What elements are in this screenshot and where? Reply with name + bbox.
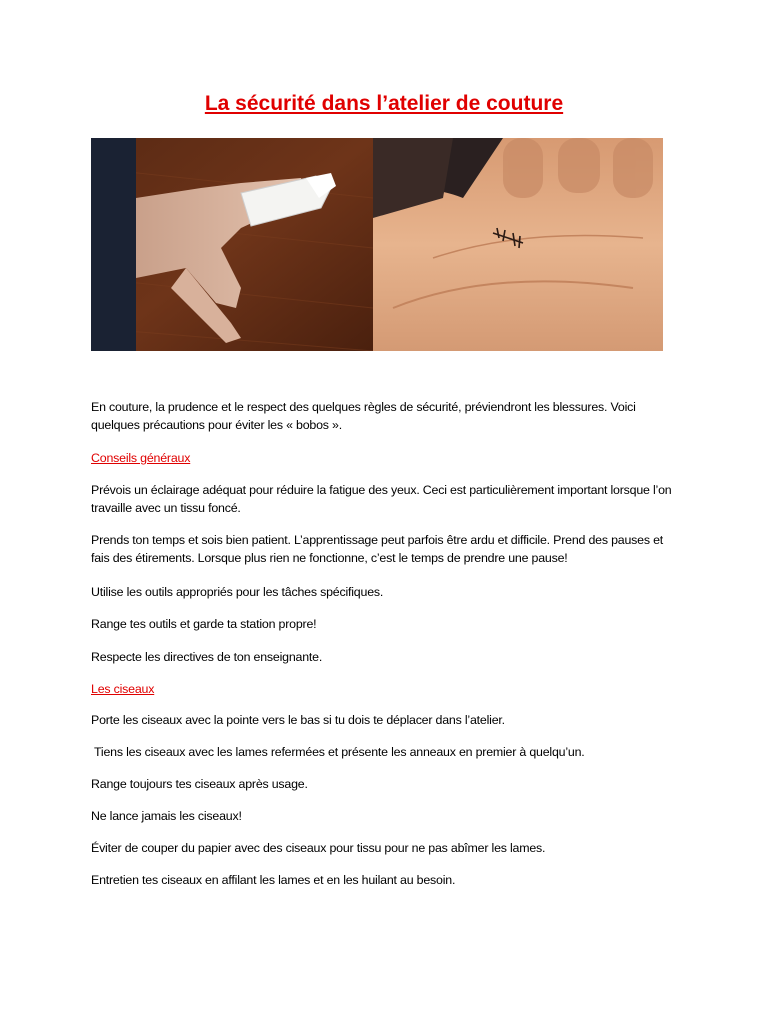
paragraph: Ne lance jamais les ciseaux!	[91, 809, 242, 823]
paragraph: Range toujours tes ciseaux après usage.	[91, 777, 308, 791]
section-heading-scissors: Les ciseaux	[91, 682, 155, 696]
paragraph: Entretien tes ciseaux en affilant les lames et en les huilant au besoin.	[91, 873, 456, 887]
intro-paragraph: En couture, la prudence et le respect des quelques règles de sécurité, préviendront les blessures. Voici quelques précautions pour éviter les « bobos ».	[91, 400, 636, 432]
photo-strip	[91, 138, 663, 351]
paragraph: Éviter de couper du papier avec des ciseaux pour tissu pour ne pas abîmer les lames.	[91, 841, 546, 855]
paragraph: Respecte les directives de ton enseignante.	[91, 650, 323, 664]
paragraph: Prends ton temps et sois bien patient. L’apprentissage peut parfois être ardu et difficile. Prend des pauses et fais des étirements. Lorsque plus rien ne fonctionne, c’est le temps de prendre une pause!	[91, 533, 663, 565]
paragraph: Range tes outils et garde ta station propre!	[91, 617, 317, 631]
stitched-palm-photo	[373, 138, 663, 351]
page-title: La sécurité dans l’atelier de couture	[204, 92, 564, 115]
bandaged-finger-photo	[91, 138, 373, 351]
section-heading-general: Conseils généraux	[91, 451, 191, 465]
paragraph: Tiens les ciseaux avec les lames refermées et présente les anneaux en premier à quelqu’un.	[91, 745, 585, 759]
paragraph: Utilise les outils appropriés pour les tâches spécifiques.	[91, 585, 384, 599]
paragraph: Prévois un éclairage adéquat pour réduire la fatigue des yeux. Ceci est particulièrement important lorsque l’on travaille avec un tissu foncé.	[91, 483, 672, 515]
paragraph: Porte les ciseaux avec la pointe vers le bas si tu dois te déplacer dans l’atelier.	[91, 713, 505, 727]
